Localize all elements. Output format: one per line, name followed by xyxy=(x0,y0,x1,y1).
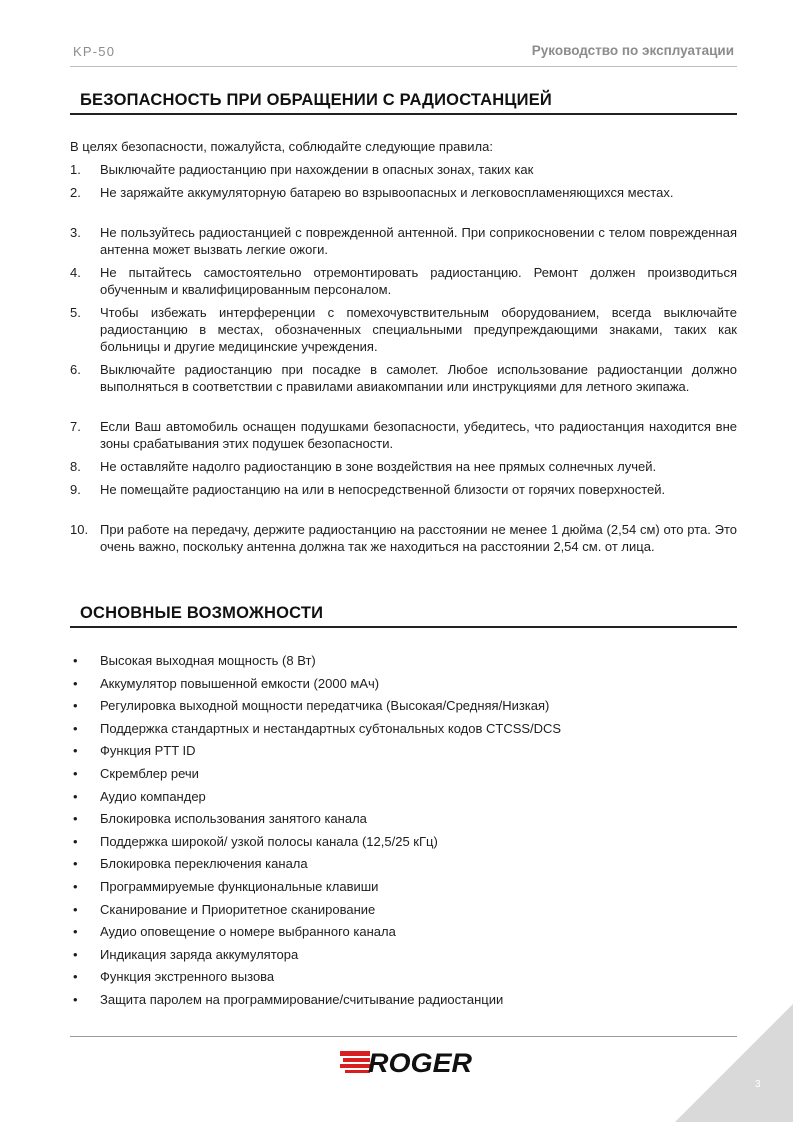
feature-text: Скремблер речи xyxy=(100,765,199,781)
feature-text: Аккумулятор повышенной емкости (2000 мАч) xyxy=(100,675,380,691)
bullet-icon: • xyxy=(73,675,78,691)
bullet-icon: • xyxy=(73,991,78,1007)
feature-item xyxy=(70,765,737,788)
rule-text: Выключайте радиостанцию при нахождении в опасных зонах, таких как xyxy=(100,162,534,177)
feature-text: Сканирование и Приоритетное сканирование xyxy=(100,901,376,917)
safety-rule xyxy=(70,458,737,475)
page-number: 3 xyxy=(755,1079,761,1090)
bullet-icon: • xyxy=(73,698,78,714)
rule-number: 8. xyxy=(70,459,81,474)
safety-rule xyxy=(70,161,737,178)
feature-text: Поддержка стандартных и нестандартных субтональных кодов CTCSS/DCS xyxy=(100,720,562,736)
feature-item xyxy=(70,855,737,878)
svg-text:ROGER: ROGER xyxy=(368,1049,473,1075)
rule-number: 2. xyxy=(70,185,81,200)
feature-item xyxy=(70,946,737,969)
feature-item xyxy=(70,901,737,924)
rule-text: Не оставляйте надолго радиостанцию в зоне воздействия на нее прямых солнечных лучей. xyxy=(100,459,657,474)
header-divider xyxy=(70,66,737,67)
bullet-icon: • xyxy=(73,653,78,668)
rule-number: 7. xyxy=(70,419,81,434)
feature-text: Блокировка переключения канала xyxy=(100,856,308,872)
rule-number: 10. xyxy=(70,522,89,537)
bullet-icon: • xyxy=(73,901,78,917)
feature-item xyxy=(70,968,737,991)
rule-number: 6. xyxy=(70,362,81,377)
feature-text: Поддержка широкой/ узкой полосы канала (12,5/25 кГц) xyxy=(100,833,438,849)
rule-text: При работе на передачу, держите радиостанцию на расстоянии не менее 1 дюйма (2,54 см) ото рта. Это очень важно, поскольку антенна должна так же находиться на расстоянии 2,54 см. от лица. xyxy=(100,522,737,554)
feature-text: Аудио оповещение о номере выбранного канала xyxy=(100,924,396,940)
bullet-icon: • xyxy=(73,811,78,827)
safety-intro: В целях безопасности, пожалуйста, соблюдайте следующие правила: xyxy=(70,139,493,154)
feature-text: Программируемые функциональные клавиши xyxy=(100,878,379,894)
roger-logo xyxy=(339,1049,475,1075)
rule-text: Не заряжайте аккумуляторную батарею во взрывоопасных и легковоспламеняющихся местах. xyxy=(100,185,674,200)
safety-rule xyxy=(70,224,737,258)
feature-item xyxy=(70,878,737,901)
bullet-icon: • xyxy=(73,743,78,759)
feature-item xyxy=(70,652,737,675)
safety-heading: БЕЗОПАСНОСТЬ ПРИ ОБРАЩЕНИИ С РАДИОСТАНЦИЕЙ xyxy=(70,89,737,115)
rule-number: 4. xyxy=(70,265,81,280)
safety-rule xyxy=(70,418,737,452)
feature-item xyxy=(70,833,737,856)
bullet-icon: • xyxy=(73,765,78,781)
safety-rule xyxy=(70,264,737,298)
feature-item xyxy=(70,742,737,765)
bullet-icon: • xyxy=(73,833,78,849)
bullet-icon: • xyxy=(73,946,78,962)
header-title: Руководство по эксплуатации xyxy=(531,43,734,58)
rule-text: Выключайте радиостанцию при посадке в самолет. Любое использование радиостанции должно выполняться в соответствии с правилами авиакомпании или инструкциями для летного экипажа. xyxy=(100,362,737,394)
features-list xyxy=(70,652,737,1014)
feature-text: Регулировка выходной мощности передатчика (Высокая/Средняя/Низкая) xyxy=(100,698,550,714)
rule-text: Чтобы избежать интерференции с помехочувствительным оборудованием, всегда выключайте радиостанцию в местах, обозначенных специальными предупреждающими знаками, таких как больницы и другие медицинские учреждения. xyxy=(100,305,737,354)
feature-text: Высокая выходная мощность (8 Вт) xyxy=(100,653,316,668)
safety-rule xyxy=(70,184,737,201)
rule-text: Не помещайте радиостанцию на или в непосредственной близости от горячих поверхностей. xyxy=(100,482,666,497)
footer-divider xyxy=(70,1036,737,1037)
feature-text: Блокировка использования занятого канала xyxy=(100,811,367,827)
rule-number: 5. xyxy=(70,305,81,320)
rule-text: Не пытайтесь самостоятельно отремонтировать радиостанцию. Ремонт должен производиться обученным и квалифицированным персоналом. xyxy=(100,265,737,297)
feature-item xyxy=(70,810,737,833)
bullet-icon: • xyxy=(73,856,78,872)
bullet-icon: • xyxy=(73,969,78,985)
feature-item xyxy=(70,720,737,743)
rule-number: 1. xyxy=(70,162,81,177)
feature-item xyxy=(70,697,737,720)
safety-rule xyxy=(70,361,737,395)
bullet-icon: • xyxy=(73,924,78,940)
rule-number: 3. xyxy=(70,225,81,240)
bullet-icon: • xyxy=(73,788,78,804)
safety-rule xyxy=(70,304,737,355)
logo-stripes-icon xyxy=(340,1051,370,1073)
safety-rule xyxy=(70,521,737,555)
feature-text: Функция PTT ID xyxy=(100,743,196,759)
bullet-icon: • xyxy=(73,878,78,894)
feature-text: Защита паролем на программирование/считывание радиостанции xyxy=(100,991,504,1007)
page-corner-fold xyxy=(675,1004,793,1122)
feature-item xyxy=(70,675,737,698)
feature-text: Индикация заряда аккумулятора xyxy=(100,946,299,962)
safety-rule xyxy=(70,481,737,498)
bullet-icon: • xyxy=(73,720,78,736)
rule-text: Если Ваш автомобиль оснащен подушками безопасности, убедитесь, что радиостанция находится вне зоны срабатывания этих подушек безопасности. xyxy=(100,419,737,451)
feature-text: Функция экстренного вызова xyxy=(100,969,275,985)
rule-number: 9. xyxy=(70,482,81,497)
page-header xyxy=(70,42,737,68)
feature-item xyxy=(70,788,737,811)
header-model: KP-50 xyxy=(73,44,116,59)
feature-item xyxy=(70,991,737,1014)
feature-text: Аудио компандер xyxy=(100,788,206,804)
rule-text: Не пользуйтесь радиостанцией с поврежденной антенной. При соприкосновении с телом поврежденная антенна может вызвать легкие ожоги. xyxy=(100,225,737,257)
features-heading: ОСНОВНЫЕ ВОЗМОЖНОСТИ xyxy=(70,602,737,628)
feature-item xyxy=(70,923,737,946)
